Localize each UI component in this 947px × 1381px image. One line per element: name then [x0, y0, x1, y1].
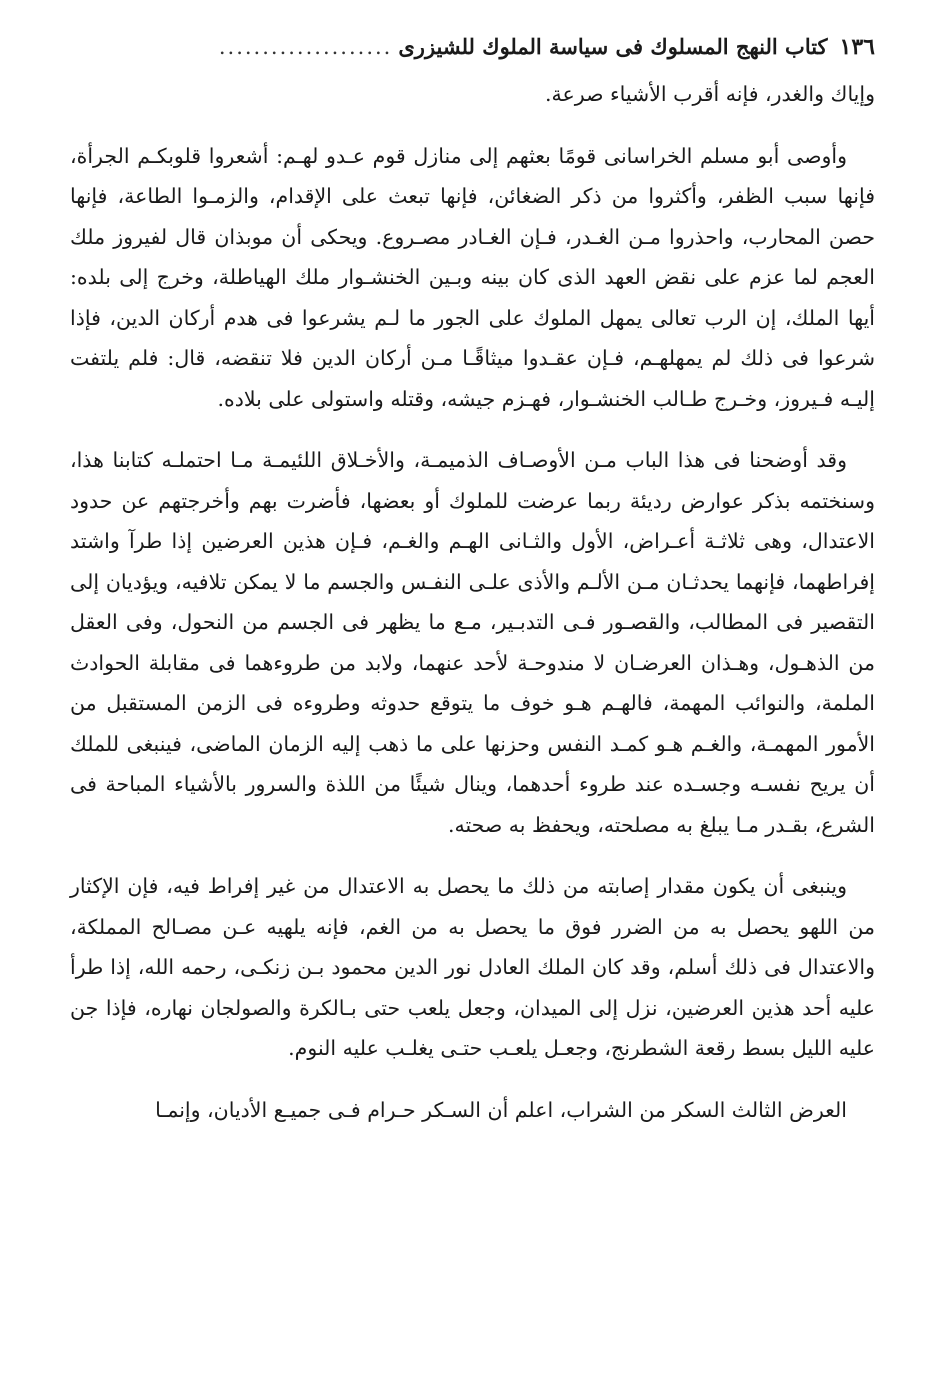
running-head: [70, 34, 875, 74]
paragraph-continued: وإياك والغدر، فإنه أقرب الأشياء صرعة.: [545, 82, 875, 106]
paragraph: وينبغى أن يكون مقدار إصابته من ذلك ما يحصل به الاعتدال من غير إفراط فيه، فإن الإكثار من اللهو يحصل به من الضرر فوق ما يحصل به من الغم، فإنه يلهيه عـن مصـالح المملكة، والاعتدال فى ذلك أسلم، وقد كان الملك العادل نور الدين محمود بـن زنكـى، رحمه الله، إذا طرأ عليه أحد هذين العرضين، نزل إلى الميدان، وجعل يلعب حتى بـالكرة والصولجان نهاره، فإذا جن عليه الليل بسط رقعة الشطرنج، وجعـل يلعـب حتـى يغلـب عليه النوم.: [70, 874, 875, 1060]
body-text: [70, 74, 875, 1130]
book-title: كتاب النهج المسلوك فى سياسة الملوك للشيزرى: [398, 34, 828, 59]
paragraph: وأوصى أبو مسلم الخراسانى قومًا بعثهم إلى منازل قوم عـدو لهـم: أشعروا قلوبكـم الجرأة، فإنها سبب الظفر، وأكثروا من ذكر الضغائن، فإنها تبعث على الإقدام، والزمـوا الطاعة، فإنها حصن المحارب، واحذروا مـن الغـدر، فـإن الغـادر مصـروع. ويحكى أن موبذان قال لفيروز ملك العجم لما عزم على نقض العهد الذى كان بينه وبـين الخنشـوار ملك الهياطلة، وخرج إلى بلده: أيها الملك، إن الرب تعالى يمهل الملوك على الجور ما لـم يشرعوا فى هدم أركان الدين، فإذا شرعوا فى ذلك لم يمهلهـم، فـإن عقـدوا ميثاقًـا مـن أركان الدين فلا تنقضه، قال: فلم يلتفت إليـه فـيروز، وخـرج طـالب الخنشـوار، فهـزم جيشه، وقتله واستولى على بلاده.: [70, 143, 875, 411]
paragraph: وقد أوضحنا فى هذا الباب مـن الأوصـاف الذميمـة، والأخـلاق اللئيمـة مـا احتملـه كتابنا هذا، وسنختمه بذكر عوارض رديئة ربما عرضت للملوك أو بعضها، فأضرت بهم وأخرجتهم عن حدود الاعتدال، وهى ثلاثـة أعـراض، الأول والثـانى الهـم والغـم، فـإن هذين العرضين إذا طرآ واشتد إفراطهما، فإنهما يحدثـان مـن الألـم والأذى علـى النفـس والجسم ما لا يمكن تلافيه، ويؤديان إلى التقصير فى المطالب، والقصـور فـى التدبـير، مـع ما يظهر فى الجسم من النحول، وفى العقل من الذهـول، وهـذان العرضـان لا مندوحـة لأحد عنهما، ولابد من طروءهما فى مقابلة الحوادث الملمة، والنوائب المهمة، فالهـم هـو خوف ما يتوقع حدوثه وطروءه فى الزمن المستقبل من الأمور المهمـة، والغـم هـو كمـد النفس وحزنها على ما ذهب إليه الزمان الماضى، فينبغى للملك أن يريح نفسـه وجسـده عند طروء أحدهما، وينال شيئًا من اللذة والسرور بالأشياء المباحة فى الشرع، بقـدر مـا يبلغ به مصلحته، ويحفظ به صحته.: [70, 448, 875, 837]
leader-dots: ....................: [218, 35, 393, 59]
paragraph: العرض الثالث السكر من الشراب، اعلم أن السـكر حـرام فـى جميـع الأديان، وإنمـا: [155, 1097, 847, 1122]
page-number: ١٣٦: [839, 34, 875, 60]
